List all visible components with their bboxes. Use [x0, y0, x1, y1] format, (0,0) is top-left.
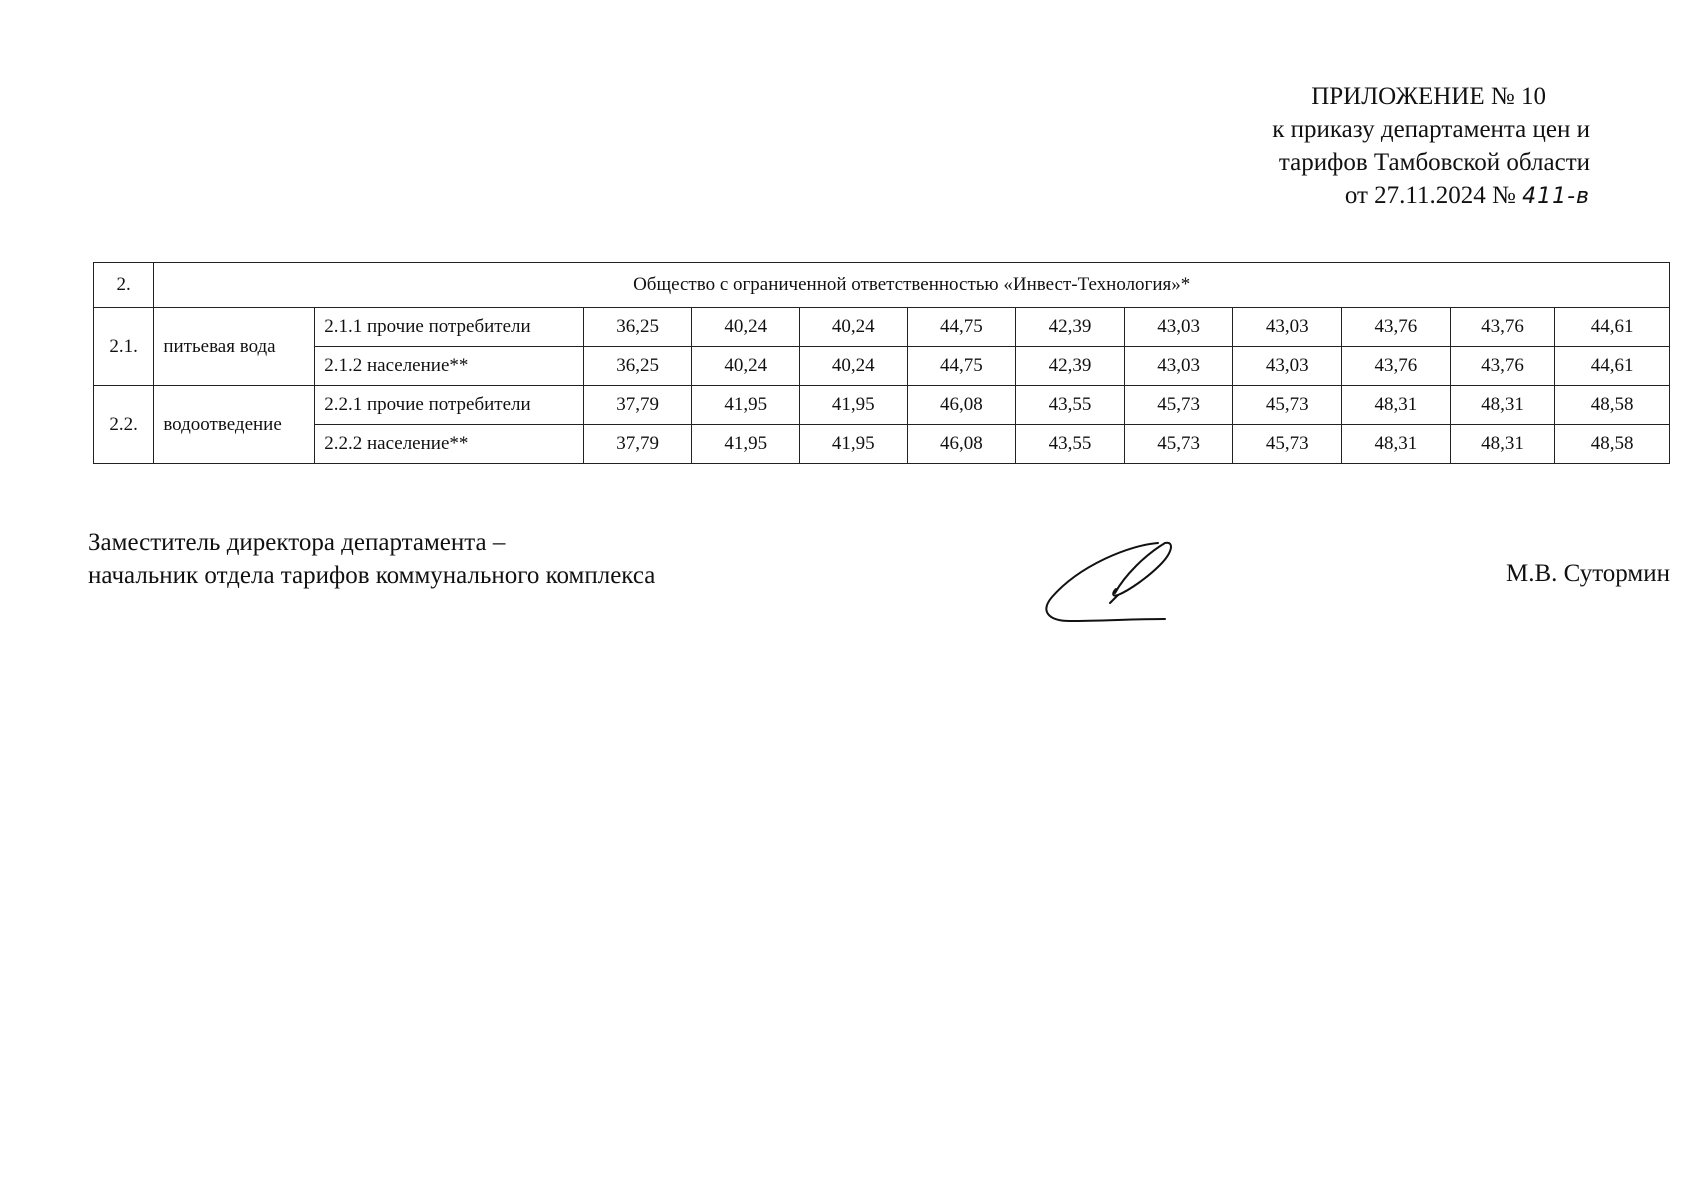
tariff-value: 44,75	[907, 347, 1016, 386]
group-number: 2.1.	[94, 308, 154, 386]
tariff-value: 36,25	[583, 347, 692, 386]
tariff-value: 45,73	[1233, 386, 1342, 425]
tariff-value: 43,76	[1450, 347, 1555, 386]
document-header	[1150, 80, 1590, 213]
tariff-value: 41,95	[692, 386, 800, 425]
tariff-value: 43,03	[1124, 347, 1233, 386]
consumer-category: 2.1.1 прочие потребители	[315, 308, 584, 347]
organization-number: 2.	[94, 263, 154, 308]
tariff-value: 36,25	[583, 308, 692, 347]
signer-name: М.В. Сутормин	[1505, 560, 1670, 587]
handwritten-signature	[1040, 535, 1200, 635]
tariff-value: 45,73	[1124, 386, 1233, 425]
tariff-value: 48,31	[1450, 386, 1555, 425]
tariff-value: 42,39	[1016, 308, 1125, 347]
service-name: питьевая вода	[154, 308, 315, 386]
tariff-table	[93, 262, 1670, 464]
signer-position	[88, 526, 655, 592]
tariff-value: 37,79	[583, 425, 692, 464]
tariff-value: 48,31	[1342, 425, 1451, 464]
service-name: водоотведение	[154, 386, 315, 464]
tariff-value: 43,76	[1450, 308, 1555, 347]
tariff-value: 40,24	[692, 347, 800, 386]
tariff-value: 43,76	[1342, 347, 1451, 386]
tariff-value: 41,95	[800, 386, 908, 425]
tariff-value: 48,58	[1555, 425, 1670, 464]
organization-row	[94, 263, 1670, 308]
tariff-value: 44,61	[1555, 308, 1670, 347]
order-date: от 27.11.2024 №	[1344, 182, 1516, 209]
tariff-value: 40,24	[692, 308, 800, 347]
tariff-value: 43,55	[1016, 425, 1125, 464]
tariff-value: 43,03	[1124, 308, 1233, 347]
organization-name: Общество с ограниченной ответственностью «Инвест-Технология»*	[154, 263, 1670, 308]
tariff-value: 43,76	[1342, 308, 1451, 347]
order-reference-line2: тарифов Тамбовской области	[1278, 149, 1590, 176]
tariff-value: 44,75	[907, 308, 1016, 347]
tariff-value: 48,58	[1555, 386, 1670, 425]
consumer-category: 2.1.2 население**	[315, 347, 584, 386]
order-reference-line1: к приказу департамента цен и	[1272, 116, 1590, 143]
tariff-value: 44,61	[1555, 347, 1670, 386]
signer-position-line2: начальник отдела тарифов коммунального комплекса	[88, 562, 656, 589]
tariff-value: 40,24	[800, 308, 908, 347]
table-row	[94, 386, 1670, 425]
group-number: 2.2.	[94, 386, 154, 464]
tariff-value: 48,31	[1342, 386, 1451, 425]
appendix-title: ПРИЛОЖЕНИЕ № 10	[1311, 83, 1546, 110]
tariff-value: 46,08	[907, 386, 1016, 425]
table-row	[94, 425, 1670, 464]
order-number-handwritten: 411-в	[1522, 184, 1590, 209]
tariff-value: 37,79	[583, 386, 692, 425]
order-date-line	[1150, 179, 1590, 213]
tariff-value: 42,39	[1016, 347, 1125, 386]
tariff-value: 43,03	[1233, 347, 1342, 386]
tariff-value: 45,73	[1124, 425, 1233, 464]
signer-position-line1: Заместитель директора департамента –	[88, 529, 506, 556]
tariff-value: 48,31	[1450, 425, 1555, 464]
consumer-category: 2.2.2 население**	[315, 425, 584, 464]
tariff-value: 46,08	[907, 425, 1016, 464]
tariff-value: 41,95	[692, 425, 800, 464]
tariff-value: 41,95	[800, 425, 908, 464]
table-row	[94, 347, 1670, 386]
tariff-value: 40,24	[800, 347, 908, 386]
table-row	[94, 308, 1670, 347]
tariff-value: 43,03	[1233, 308, 1342, 347]
consumer-category: 2.2.1 прочие потребители	[315, 386, 584, 425]
tariff-value: 45,73	[1233, 425, 1342, 464]
tariff-value: 43,55	[1016, 386, 1125, 425]
